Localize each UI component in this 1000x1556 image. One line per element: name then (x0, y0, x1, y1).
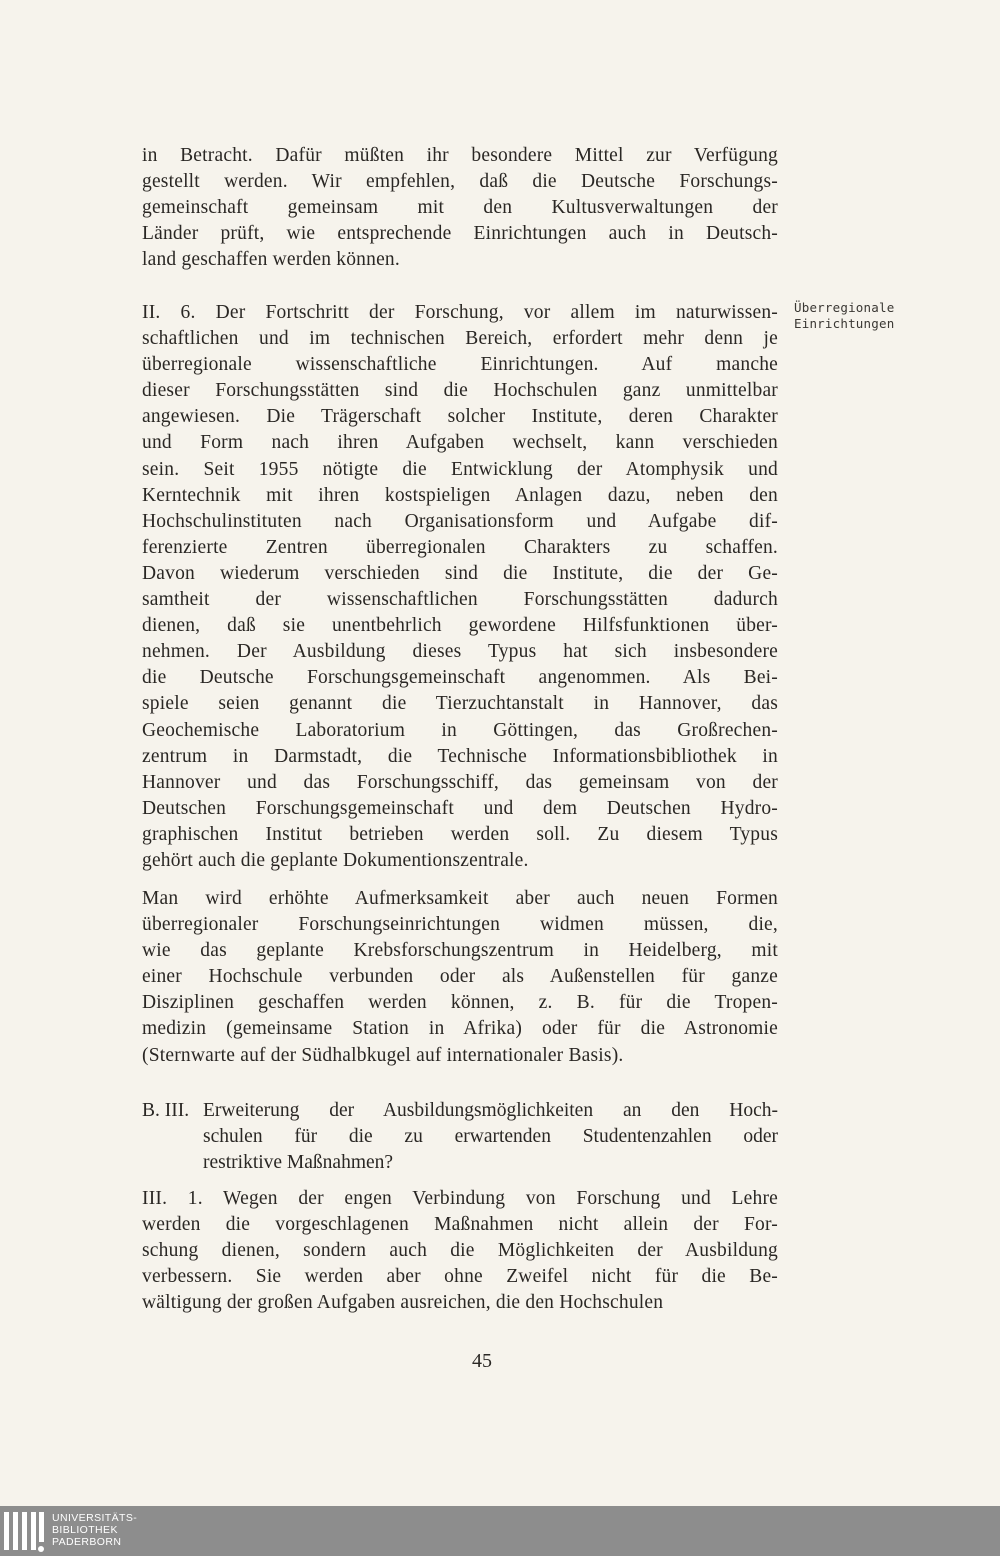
text-line: Deutschen Forschungsgemeinschaft und dem Deutschen Hydro- (142, 797, 778, 819)
paragraph-iii-1 (142, 1186, 778, 1316)
page-number: 45 (472, 1350, 492, 1372)
text-line: gestellt werden. Wir empfehlen, daß die Deutsche Forschungs- (142, 171, 778, 193)
library-logo (0, 1506, 140, 1556)
heading-line: schulen für die zu erwartenden Studentenzahlen oder (203, 1126, 778, 1148)
paragraph-ii-6 (142, 300, 778, 874)
text-line: dieser Forschungsstätten sind die Hochschulen ganz unmittelbar (142, 380, 778, 402)
text-line: gemeinschaft gemeinsam mit den Kultusverwaltungen der (142, 197, 778, 219)
logo-line-2: BIBLIOTHEK (52, 1524, 118, 1536)
heading-line: restriktive Maßnahmen? (203, 1152, 394, 1174)
text-line: graphischen Institut betrieben werden soll. Zu diesem Typus (142, 823, 778, 845)
text-line: Geochemische Laboratorium in Göttingen, das Großrechen- (142, 719, 778, 741)
text-line: und Form nach ihren Aufgaben wechselt, kann verschieden (142, 432, 778, 454)
text-line: samtheit der wissenschaftlichen Forschungsstätten dadurch (142, 589, 778, 611)
library-footer (0, 1506, 1000, 1556)
paragraph-intro (142, 143, 778, 273)
text-line: dienen, daß sie unentbehrlich gewordene Hilfsfunktionen über- (142, 615, 778, 637)
text-line: schung dienen, sondern auch die Möglichkeiten der Ausbildung (142, 1240, 778, 1262)
text-line: überregionaler Forschungseinrichtungen widmen müssen, die, (142, 914, 778, 936)
text-line: medizin (gemeinsame Station in Afrika) oder für die Astronomie (142, 1018, 778, 1040)
text-line: sein. Seit 1955 nötigte die Entwicklung der Atomphysik und (142, 458, 778, 480)
text-line: gehört auch die geplante Dokumentionszentrale. (142, 849, 529, 871)
text-line: schaftlichen und im technischen Bereich, erfordert mehr denn je (142, 328, 778, 350)
text-line: land geschaffen werden können. (142, 249, 400, 271)
text-line: in Betracht. Dafür müßten ihr besondere Mittel zur Verfügung (142, 145, 778, 166)
text-line: spiele seien genannt die Tierzuchtanstalt in Hannover, das (142, 693, 778, 715)
text-line: Länder prüft, wie entsprechende Einrichtungen auch in Deutsch- (142, 223, 778, 245)
logo-text (52, 1512, 137, 1548)
text-line: (Sternwarte auf der Südhalbkugel auf internationaler Basis). (142, 1044, 624, 1066)
text-line: werden die vorgeschlagenen Maßnahmen nicht allein der For- (142, 1214, 778, 1236)
text-line: II. 6. Der Fortschritt der Forschung, vor allem im naturwissen- (142, 302, 778, 323)
text-line: die Deutsche Forschungsgemeinschaft angenommen. Als Bei- (142, 667, 778, 689)
heading-line: Erweiterung der Ausbildungsmöglichkeiten an den Hoch- (203, 1100, 778, 1121)
text-line: ferenzierte Zentren überregionalen Charakters zu schaffen. (142, 536, 778, 558)
margin-note-line-2: Einrichtungen (794, 316, 895, 331)
section-heading-b-iii (142, 1098, 778, 1176)
text-line: einer Hochschule verbunden oder als Außenstellen für ganze (142, 966, 778, 988)
text-line: Hannover und das Forschungsschiff, das gemeinsam von der (142, 771, 778, 793)
text-line: überregionale wissenschaftliche Einrichtungen. Auf manche (142, 354, 778, 376)
text-line: Davon wiederum verschieden sind die Institute, die der Ge- (142, 562, 778, 584)
margin-note (794, 300, 904, 332)
logo-dot-icon (38, 1546, 44, 1552)
text-line: III. 1. Wegen der engen Verbindung von Forschung und Lehre (142, 1188, 778, 1209)
text-line: verbessern. Sie werden aber ohne Zweifel nicht für die Be- (142, 1266, 778, 1288)
text-line: Kerntechnik mit ihren kostspieligen Anlagen dazu, neben den (142, 484, 778, 506)
logo-line-1: UNIVERSITÄTS- (52, 1512, 138, 1524)
paragraph-new-forms (142, 886, 778, 1069)
logo-line-3: PADERBORN (52, 1536, 122, 1548)
text-line: nehmen. Der Ausbildung dieses Typus hat sich insbesondere (142, 641, 778, 663)
text-line: zentrum in Darmstadt, die Technische Informationsbibliothek in (142, 745, 778, 767)
text-line: angewiesen. Die Trägerschaft solcher Institute, deren Charakter (142, 406, 778, 428)
text-line: wie das geplante Krebsforschungszentrum in Heidelberg, mit (142, 940, 778, 962)
text-line: Hochschulinstituten nach Organisationsform und Aufgabe dif- (142, 510, 778, 532)
margin-note-line-1: Überregionale (794, 300, 895, 315)
text-line: Man wird erhöhte Aufmerksamkeit aber auch neuen Formen (142, 888, 778, 909)
section-title (203, 1098, 778, 1176)
text-line: Disziplinen geschaffen werden können, z. B. für die Tropen- (142, 992, 778, 1014)
section-number: B. III. (142, 1100, 190, 1121)
text-line: wältigung der großen Aufgaben ausreichen, die den Hochschulen (142, 1292, 664, 1314)
